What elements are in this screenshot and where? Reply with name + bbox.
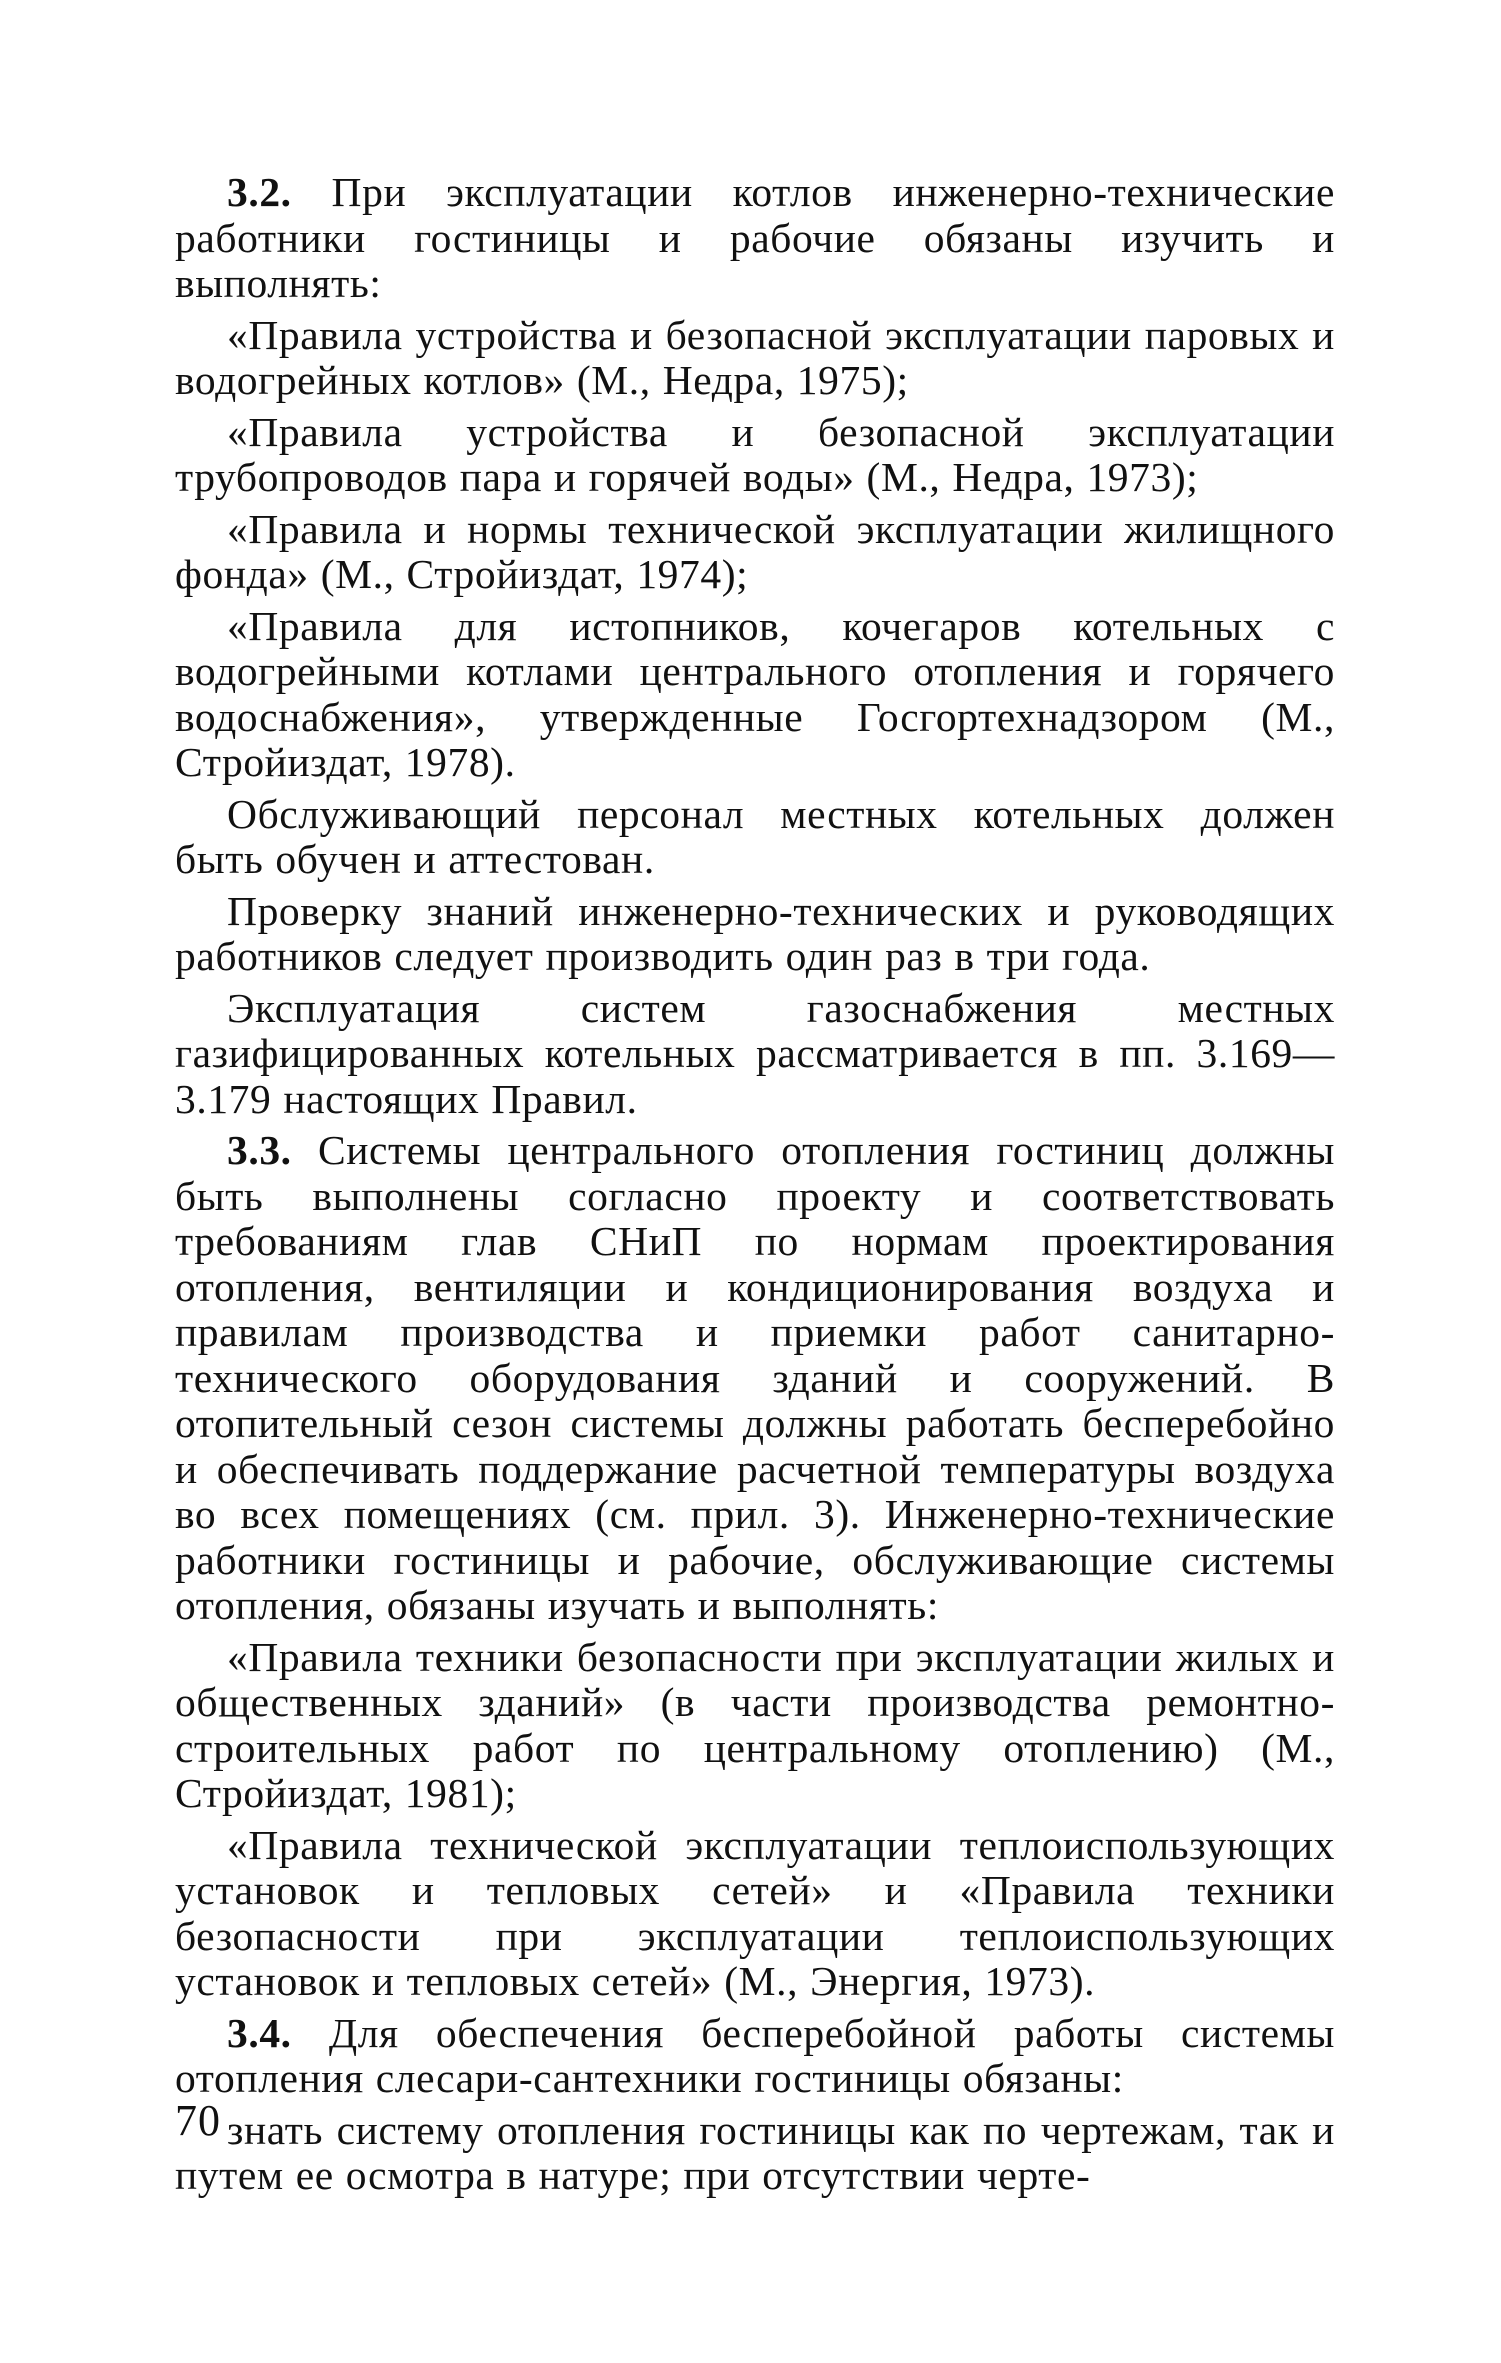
paragraph-text: Обслуживающий персонал местных котельных должен быть обучен и аттестован.: [175, 790, 1335, 882]
paragraph-boiler-rules: [175, 313, 1335, 404]
paragraph-housing-rules: [175, 507, 1335, 598]
paragraph-text: «Правила устройства и безопасной эксплуатации паровых и водогрейных котлов» (М., Недра, 1975);: [175, 311, 1335, 403]
paragraph-text: «Правила технической эксплуатации теплоиспользующих установок и тепловых сетей» и «Правила техники безопасности при эксплуатации теплоиспользующих установок и тепловых сетей» (М., Энергия, 1973).: [175, 1821, 1335, 2004]
page-number: 70: [175, 2096, 221, 2145]
paragraph-gas-supply: [175, 986, 1335, 1123]
paragraph-text: «Правила и нормы технической эксплуатации жилищного фонда» (М., Стройиздат, 1974);: [175, 505, 1335, 597]
page-body: [175, 170, 1335, 2205]
paragraph-text: При эксплуатации котлов инженерно-технические работники гостиницы и рабочие обязаны изучить и выполнять:: [175, 169, 1335, 306]
paragraph-knowledge-check: [175, 889, 1335, 980]
paragraph-text: Эксплуатация систем газоснабжения местных газифицированных котельных рассматривается в пп. 3.169—3.179 настоящих Правил.: [175, 984, 1335, 1122]
paragraph-3-2: [175, 170, 1335, 307]
paragraph-text: «Правила устройства и безопасной эксплуатации трубопроводов пара и горячей воды» (М., Недра, 1973);: [175, 408, 1335, 500]
paragraph-text: знать систему отопления гостиницы как по чертежам, так и путем ее осмотра в натуре; при отсутствии черте-: [175, 2106, 1335, 2198]
paragraph-text: Системы центрального отопления гостиниц должны быть выполнены согласно проекту и соответствовать требованиям глав СНиП по нормам проектирования отопления, вентиляции и кондиционирования воздуха и правилам производства и приемки работ санитарно-технического оборудования зданий и сооружений. В отопительный сезон системы должны работать бесперебойно и обеспечивать поддержание расчетной температуры воздуха во всех помещениях (см. прил. 3). Инженерно-технические работники гостиницы и рабочие, обслуживающие системы отопления, обязаны изучать и выполнять:: [175, 1127, 1335, 1628]
section-number: 3.2.: [227, 169, 292, 215]
paragraph-3-3: [175, 1128, 1335, 1629]
paragraph-stoker-rules: [175, 604, 1335, 786]
paragraph-heat-rules: [175, 1823, 1335, 2005]
paragraph-text: «Правила техники безопасности при эксплуатации жилых и общественных зданий» (в части производства ремонтно-строительных работ по центральному отоплению) (М., Стройиздат, 1981);: [175, 1633, 1335, 1816]
paragraph-text: Проверку знаний инженерно-технических и руководящих работников следует производить один раз в три года.: [175, 887, 1335, 979]
paragraph-3-4: [175, 2011, 1335, 2102]
paragraph-text: «Правила для истопников, кочегаров котельных с водогрейными котлами центрального отопления и горячего водоснабжения», утвержденные Госгортехнадзором (М., Стройиздат, 1978).: [175, 602, 1335, 785]
paragraph-know-system: [175, 2108, 1335, 2199]
paragraph-pipeline-rules: [175, 410, 1335, 501]
paragraph-personnel: [175, 792, 1335, 883]
paragraph-safety-rules: [175, 1635, 1335, 1817]
section-number: 3.3.: [227, 1127, 292, 1173]
paragraph-text: Для обеспечения бесперебойной работы системы отопления слесари-сантехники гостиницы обязаны:: [175, 2009, 1335, 2101]
section-number: 3.4.: [227, 2009, 292, 2056]
